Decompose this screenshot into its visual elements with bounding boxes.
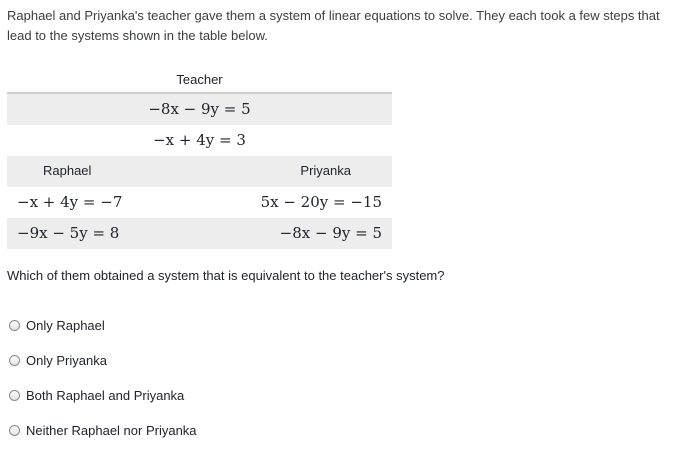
choice-neither[interactable] — [9, 423, 197, 438]
student-row-2 — [7, 218, 392, 249]
choice-only-priyanka[interactable] — [9, 353, 107, 368]
radio-button[interactable] — [9, 320, 20, 331]
choice-label: Only Priyanka — [26, 353, 107, 368]
choice-label: Neither Raphael nor Priyanka — [26, 423, 197, 438]
question-text: Which of them obtained a system that is equivalent to the teacher's system? — [7, 268, 445, 283]
teacher-equation-2: −x + 4y = 3 — [153, 131, 246, 149]
priyanka-header: Priyanka — [300, 163, 351, 178]
radio-button[interactable] — [9, 390, 20, 401]
raphael-equation-1: −x + 4y = −7 — [17, 193, 123, 211]
systems-table — [7, 68, 392, 249]
priyanka-equation-2: −8x − 9y = 5 — [279, 224, 382, 242]
choice-label: Only Raphael — [26, 318, 105, 333]
raphael-header: Raphael — [43, 163, 92, 178]
student-row-1 — [7, 187, 392, 218]
choice-both[interactable] — [9, 388, 184, 403]
radio-button[interactable] — [9, 425, 20, 436]
problem-intro: Raphael and Priyanka's teacher gave them a system of linear equations to solve. They each took a few steps that lead to the systems shown in the table below. — [7, 8, 660, 43]
teacher-equation-1: −8x − 9y = 5 — [7, 92, 392, 125]
choice-label: Both Raphael and Priyanka — [26, 388, 185, 403]
raphael-equation-2: −9x − 5y = 8 — [17, 224, 120, 242]
teacher-header: Teacher — [176, 72, 223, 87]
student-header-row — [7, 156, 392, 187]
priyanka-equation-1: 5x − 20y = −15 — [260, 193, 382, 211]
choice-only-raphael[interactable] — [9, 318, 105, 333]
radio-button[interactable] — [9, 355, 20, 366]
